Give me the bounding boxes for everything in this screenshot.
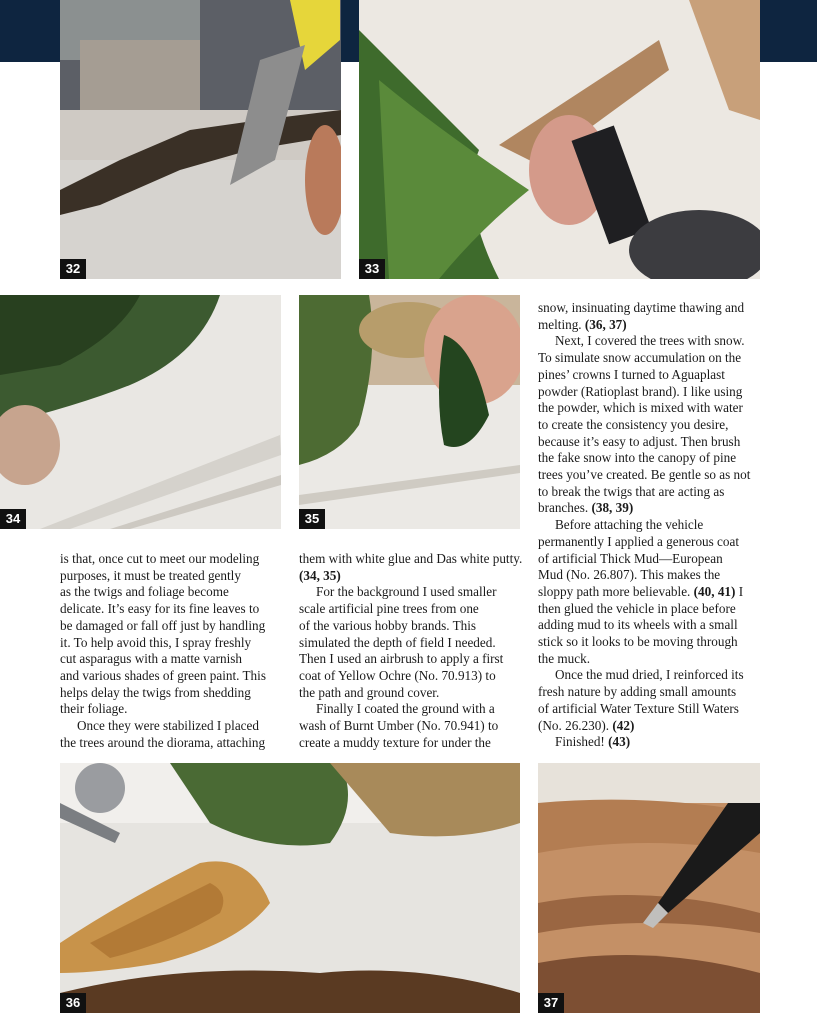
text-line: adding mud to its wheels with a small (538, 617, 738, 633)
photo-37-number: 37 (538, 993, 564, 1013)
photo-32-number: 32 (60, 259, 86, 279)
photo-34 (0, 295, 281, 529)
text-line: snow, insinuating daytime thawing and (538, 300, 745, 315)
article-column-1 (60, 551, 286, 751)
text-line: sloppy path more believable. (538, 583, 691, 599)
text-line: fresh nature by adding small amounts (538, 684, 737, 700)
text-line: permanently I applied a generous coat (538, 533, 740, 549)
text-line: Once they were stabilized I placed (77, 718, 259, 734)
text-line: Finished! (555, 734, 605, 750)
photo-35-image (299, 295, 520, 529)
photo-37-image (538, 763, 760, 1013)
text-line: To simulate snow accumulation on the (538, 350, 742, 366)
text-line: trees you’ve created. Be gentle so as not (538, 467, 751, 483)
article-column-2 (299, 551, 524, 751)
figure-ref: (36, 37) (584, 316, 627, 332)
text-line: (No. 26.230). (538, 717, 610, 733)
text-line: the trees around the diorama, attaching (60, 734, 266, 750)
text-line: scale artificial pine trees from one (299, 601, 479, 617)
col2-paragraph-1 (299, 551, 524, 584)
text-line: of artificial Thick Mud—European (538, 550, 723, 566)
text-line: Mud (No. 26.807). This makes the (538, 567, 721, 583)
photo-35-number: 35 (299, 509, 325, 529)
text-line: coat of Yellow Ochre (No. 70.913) to (299, 667, 496, 683)
text-line: create a muddy texture for under the (299, 734, 491, 750)
col3-paragraph-2 (538, 333, 764, 517)
text-line: simulated the depth of field I needed. (299, 634, 496, 650)
photo-32 (60, 0, 341, 279)
text-line: be damaged or fall off just by handling (60, 617, 266, 633)
photo-34-number: 34 (0, 509, 26, 529)
text-line: to break the twigs that are acting as (538, 483, 725, 499)
col3-paragraph-4 (538, 667, 764, 734)
text-line: Next, I covered the trees with snow. (555, 333, 745, 349)
text-line: the path and ground cover. (299, 684, 440, 700)
photo-36 (60, 763, 520, 1013)
text-line: helps delay the twigs from shedding (60, 684, 251, 700)
text-line: delicate. It’s easy for its fine leaves to (60, 601, 260, 617)
text-line: them with white glue and Das white putty. (299, 551, 523, 566)
col3-paragraph-5 (538, 734, 764, 751)
figure-ref: (34, 35) (299, 567, 341, 583)
text-line: the fake snow into the canopy of pine (538, 450, 737, 466)
col2-paragraph-2 (299, 584, 524, 701)
text-line: cut asparagus with a matte varnish (60, 651, 243, 667)
photo-32-image (60, 0, 341, 279)
figure-ref: (43) (608, 734, 631, 750)
text-line: Before attaching the vehicle (555, 517, 704, 533)
text-line: Finally I coated the ground with a (316, 701, 495, 717)
figure-ref: (42) (612, 717, 635, 733)
photo-37 (538, 763, 760, 1013)
text-line: pines’ crowns I turned to Aguaplast (538, 366, 725, 382)
col3-paragraph-1 (538, 300, 764, 333)
text-line: their foliage. (60, 701, 128, 717)
text-line: because it’s easy to adjust. Then brush (538, 433, 741, 449)
figure-ref: (38, 39) (591, 500, 634, 516)
photo-33-image (359, 0, 760, 279)
text-line: stick so it looks to be moving through (538, 634, 738, 650)
text-line: is that, once cut to meet our modeling (60, 551, 260, 566)
text-line: I (738, 583, 744, 599)
text-line: powder (Ratioplast brand). I like using (538, 383, 743, 399)
photo-34-image (0, 295, 281, 529)
text-line: as the twigs and foliage become (60, 584, 229, 600)
text-line: of the various hobby brands. This (299, 617, 477, 633)
photo-35 (299, 295, 520, 529)
text-line: of artificial Water Texture Still Waters (538, 700, 739, 716)
article-column-3 (538, 300, 764, 751)
text-line: the powder, which is mixed with water (538, 400, 743, 416)
col3-paragraph-3 (538, 517, 764, 667)
text-line: branches. (538, 500, 589, 516)
text-line: and various shades of green paint. This (60, 667, 266, 683)
text-line: the muck. (538, 650, 591, 666)
photo-36-image (60, 763, 520, 1013)
photo-36-number: 36 (60, 993, 86, 1013)
figure-ref: (40, 41) (693, 583, 736, 599)
text-line: For the background I used smaller (316, 584, 497, 600)
text-line: to create the consistency you desire, (538, 416, 729, 432)
photo-33-number: 33 (359, 259, 385, 279)
photo-33 (359, 0, 760, 279)
col2-paragraph-3 (299, 701, 524, 751)
col1-paragraph-2 (60, 718, 286, 751)
text-line: wash of Burnt Umber (No. 70.941) to (299, 718, 499, 734)
text-line: melting. (538, 316, 582, 332)
text-line: then glued the vehicle in place before (538, 600, 736, 616)
col1-paragraph-1 (60, 551, 286, 718)
text-line: Once the mud dried, I reinforced its (555, 667, 744, 683)
text-line: purposes, it must be treated gently (60, 567, 241, 583)
text-line: it. To help avoid this, I spray freshly (60, 634, 252, 650)
text-line: Then I used an airbrush to apply a first (299, 651, 504, 667)
